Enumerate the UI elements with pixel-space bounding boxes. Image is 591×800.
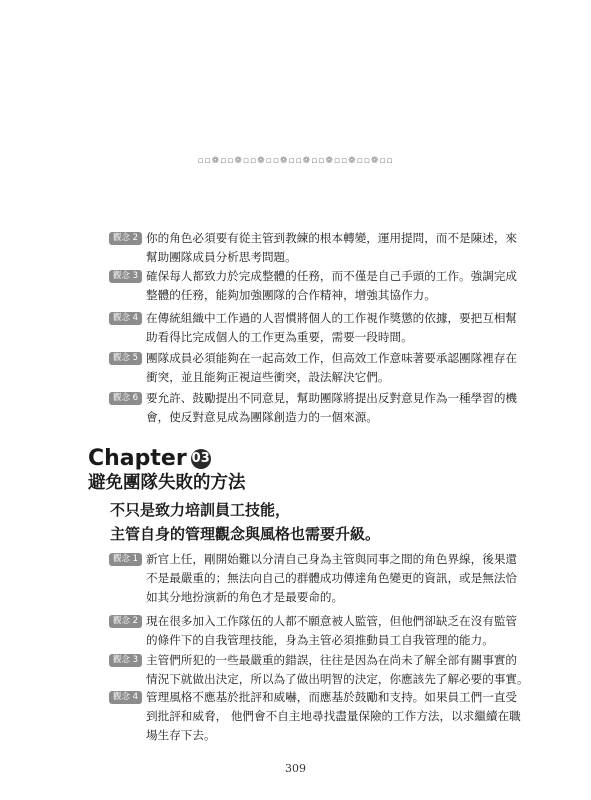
concept-line: 情況下就做出決定，所以為了做出明智的決定，你應該先了解必要的事實。 [146,672,529,686]
chapter-label: Chapter [88,446,187,471]
concept-line: 新官上任，剛開始難以分清自己身為主管與同事之間的角色界線，後果還 [146,552,518,566]
concept-line: 整體的任務，能夠加強團隊的合作精神，增強其協作力。 [146,288,436,302]
concept-line: 如其分地扮演新的角色才是最要命的。 [146,590,344,604]
chapter-number-badge: 03 [191,449,211,469]
concept-line: 助看得比完成個人的工作更為重要，需要一段時間。 [146,330,413,344]
concept-badge: 觀念 2 [109,615,142,628]
concept-badge: 觀念 5 [109,352,142,365]
concept-line: 場生存下去。 [146,728,216,742]
concept-line: 到批評和威脅， 他們會不自主地尋找盡量保險的工作方法，以求繼續在職 [146,709,521,723]
concept-badge: 觀念 4 [109,312,142,325]
concept-text [146,309,531,347]
page-number: 309 [285,762,306,775]
concept-line: 的條件下的自我管理技能，身為主管必須推動員工自我管理的能力。 [146,633,494,647]
concept-line: 管理風格不應基於批評和威嚇，而應基於鼓勵和支持。如果員工們一直受 [146,690,518,704]
concept-line: 現在很多加入工作隊伍的人都不願意被人監管，但他們卻缺乏在沒有監管 [146,614,518,628]
chapter-title: 避免團隊失敗的方法 [88,473,246,493]
chapter-heading [88,446,211,472]
concept-text [146,267,531,305]
concept-line: 確保每人都致力於完成整體的任務，而不僅是自己手頭的工作。強調完成 [146,269,518,283]
concept-text [146,688,531,745]
concept-line: 不是最嚴重的；無法向自己的群體成功傳達角色變更的資訊，或是無法恰 [146,571,518,585]
concept-line: 幫助團隊成員分析思考問題。 [146,250,297,264]
concept-line: 在傳統組織中工作過的人習慣將個人的工作視作獎懲的依據，要把互相幫 [146,311,518,325]
decorative-divider: ▫▫❁▫▫❁▫▫❁▫▫❁▫▫❁▫▫❁▫▫❁▫▫❁▫▫ [197,156,394,166]
concept-badge: 觀念 1 [109,553,142,566]
concept-badge: 觀念 3 [109,654,142,667]
concept-text [146,651,531,689]
subtitle-line: 不只是致力培訓員工技能， [110,501,291,519]
concept-line: 衝突，並且能夠正視這些衝突，設法解決它們。 [146,370,390,384]
chapter-subtitle [110,498,380,546]
concept-text [146,229,531,267]
concept-badge: 觀念 3 [109,270,142,283]
concept-line: 主管們所犯的一些最嚴重的錯誤，往往是因為在尚未了解全部有關事實的 [146,653,518,667]
concept-text [146,389,531,427]
concept-text [146,349,531,387]
concept-line: 你的角色必須要有從主管到教練的根本轉變，運用提問，而不是陳述，來 [146,231,518,245]
concept-badge: 觀念 2 [109,232,142,245]
concept-text [146,550,531,607]
concept-badge: 觀念 4 [109,691,142,704]
concept-line: 要允許、鼓勵提出不同意見，幫助團隊將提出反對意見作為一種學習的機 [146,391,518,405]
concept-badge: 觀念 6 [109,392,142,405]
concept-text [146,612,531,650]
concept-line: 團隊成員必須能夠在一起高效工作，但高效工作意味著要承認團隊裡存在 [146,351,518,365]
subtitle-line: 主管自身的管理觀念與風格也需要升級。 [110,525,381,543]
concept-line: 會，使反對意見成為團隊創造力的一個來源。 [146,410,378,424]
